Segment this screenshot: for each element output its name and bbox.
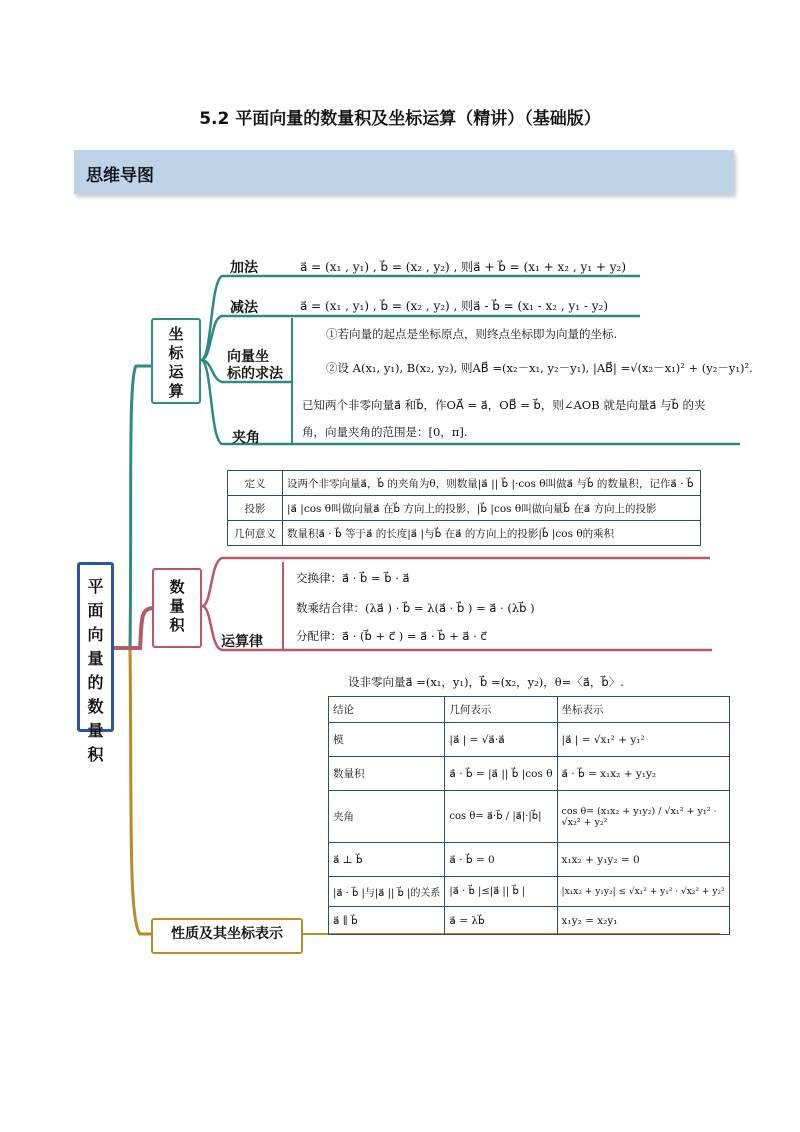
table-cell: a⃗ · b⃗ = x₁x₂ + y₁y₂ (557, 757, 729, 791)
table-cell: |a⃗ · b⃗ |与|a⃗ || b⃗ |的关系 (329, 877, 445, 907)
laws-label: 运算律 (221, 634, 263, 650)
table-cell: a⃗ ∥ b⃗ (329, 907, 445, 935)
table-row (228, 496, 701, 521)
table-row (329, 907, 730, 935)
dot-char: 数 (169, 578, 185, 596)
angle-line-1: 已知两个非零向量a⃗ 和b⃗，作OA⃗ = a⃗，OB⃗ = b⃗，则∠AOB 就是向量a⃗ 与b⃗ 的夹 (302, 398, 706, 412)
definition-term: 定义 (228, 471, 283, 496)
table-cell: cos θ= (x₁x₂ + y₁y₂) / √x₁² + y₁² · √x₂² + y₂² (557, 791, 729, 843)
angle-line-2: 角，向量夹角的范围是：[0，π]. (302, 425, 468, 439)
coord-char: 标 (168, 344, 184, 362)
table-cell: |x₁x₂ + y₁y₂| ≤ √x₁² + y₁² · √x₂² + y₂² (557, 877, 729, 907)
table-cell: a⃗ = λb⃗ (445, 907, 557, 935)
properties-box (151, 918, 303, 954)
root-char: 积 (87, 745, 104, 764)
projection-desc: |a⃗ |cos θ叫做向量a⃗ 在b⃗ 方向上的投影，|b⃗ |cos θ叫做向量b⃗ 在a⃗ 方向上的投影 (283, 496, 701, 521)
table-cell: |a⃗ | = √a⃗·a⃗ (445, 723, 557, 757)
dot-product-box (152, 568, 202, 648)
table-cell: 夹角 (329, 791, 445, 843)
table-row (329, 697, 730, 723)
angle-label: 夹角 (232, 430, 260, 446)
subtraction-label: 减法 (230, 300, 258, 316)
subtraction-formula: a⃗ = (x₁ , y₁) , b⃗ = (x₂ , y₂) , 则a⃗ - b⃗ = (x₁ - x₂ , y₁ - y₂) (300, 299, 609, 313)
section-header-label: 思维导图 (86, 166, 154, 186)
root-topic-box (77, 562, 114, 764)
table-cell: 数量积 (329, 757, 445, 791)
header-cell: 几何表示 (445, 697, 557, 723)
vector-coord-rule-1: ①若向量的起点是坐标原点，则终点坐标即为向量的坐标. (326, 327, 618, 341)
coord-char: 运 (168, 363, 184, 381)
table-cell: a⃗ · b⃗ = |a⃗ || b⃗ |cos θ (445, 757, 557, 791)
table-row (228, 471, 701, 496)
definition-table (227, 470, 701, 546)
table-row (329, 877, 730, 907)
vector-coord-rule-2: ②设 A(x₁, y₁), B(x₂, y₂), 则AB⃗ =(x₂－x₁, y₂－y₁), |AB⃗| =√(x₂－x₁)² + (y₂－y₁)². (326, 361, 753, 375)
header-cell: 坐标表示 (557, 697, 729, 723)
root-char: 平 (87, 577, 104, 596)
root-char: 向 (87, 625, 104, 644)
root-char: 量 (87, 721, 104, 740)
table-cell: 模 (329, 723, 445, 757)
coord-char: 坐 (168, 325, 184, 343)
addition-formula: a⃗ = (x₁ , y₁) , b⃗ = (x₂ , y₂) , 则a⃗ + b⃗ = (x₁ + x₂ , y₁ + y₂) (300, 260, 627, 274)
scalar-law: 数乘结合律：(λa⃗ ) · b⃗ = λ(a⃗ · b⃗ ) = a⃗ · (λb⃗ ) (296, 601, 535, 615)
root-char: 的 (87, 673, 104, 692)
table-row (329, 791, 730, 843)
table-cell: x₁x₂ + y₁y₂ = 0 (557, 843, 729, 877)
vector-coord-label-1: 向量坐 (227, 349, 269, 365)
table-row (329, 723, 730, 757)
table-cell: |a⃗ | = √x₁² + y₁² (557, 723, 729, 757)
properties-label: 性质及其坐标表示 (171, 926, 283, 942)
coord-char: 算 (168, 382, 184, 400)
page-title: 5.2 平面向量的数量积及坐标运算（精讲）（基础版） (199, 109, 601, 129)
header-cell: 结论 (329, 697, 445, 723)
dot-char: 量 (169, 597, 185, 615)
definition-desc: 设两个非零向量a⃗，b⃗ 的夹角为θ，则数量|a⃗ || b⃗ |·cos θ叫做a⃗ 与b⃗ 的数量积，记作a⃗ · b⃗ (283, 471, 701, 496)
root-char: 数 (87, 697, 104, 716)
dot-char: 积 (169, 616, 185, 634)
commutative-law: 交换律：a⃗ · b⃗ = b⃗ · a⃗ (296, 571, 410, 585)
addition-label: 加法 (230, 260, 258, 276)
properties-table (328, 696, 730, 935)
root-char: 量 (87, 649, 104, 668)
projection-term: 投影 (228, 496, 283, 521)
root-char: 面 (87, 601, 104, 620)
properties-preface: 设非零向量a⃗ =(x₁，y₁)，b⃗ =(x₂，y₂)，θ=〈a⃗，b⃗〉. (348, 675, 624, 689)
table-row (329, 757, 730, 791)
table-cell: a⃗ ⊥ b⃗ (329, 843, 445, 877)
table-row (329, 843, 730, 877)
vector-coord-label-2: 标的求法 (227, 366, 283, 382)
distributive-law: 分配律：a⃗ · (b⃗ + c⃗ ) = a⃗ · b⃗ + a⃗ · c⃗ (296, 629, 487, 643)
coordinate-ops-box (151, 318, 201, 404)
table-cell: |a⃗ · b⃗ |≤|a⃗ || b⃗ | (445, 877, 557, 907)
table-cell: cos θ= a⃗·b⃗ / |a⃗|·|b⃗| (445, 791, 557, 843)
table-cell: a⃗ · b⃗ = 0 (445, 843, 557, 877)
table-cell: x₁y₂ = x₂y₁ (557, 907, 729, 935)
geometric-term: 几何意义 (228, 521, 283, 546)
table-row (228, 521, 701, 546)
geometric-desc: 数量积a⃗ · b⃗ 等于a⃗ 的长度|a⃗ |与b⃗ 在a⃗ 的方向上的投影|b⃗ |cos θ的乘积 (283, 521, 701, 546)
